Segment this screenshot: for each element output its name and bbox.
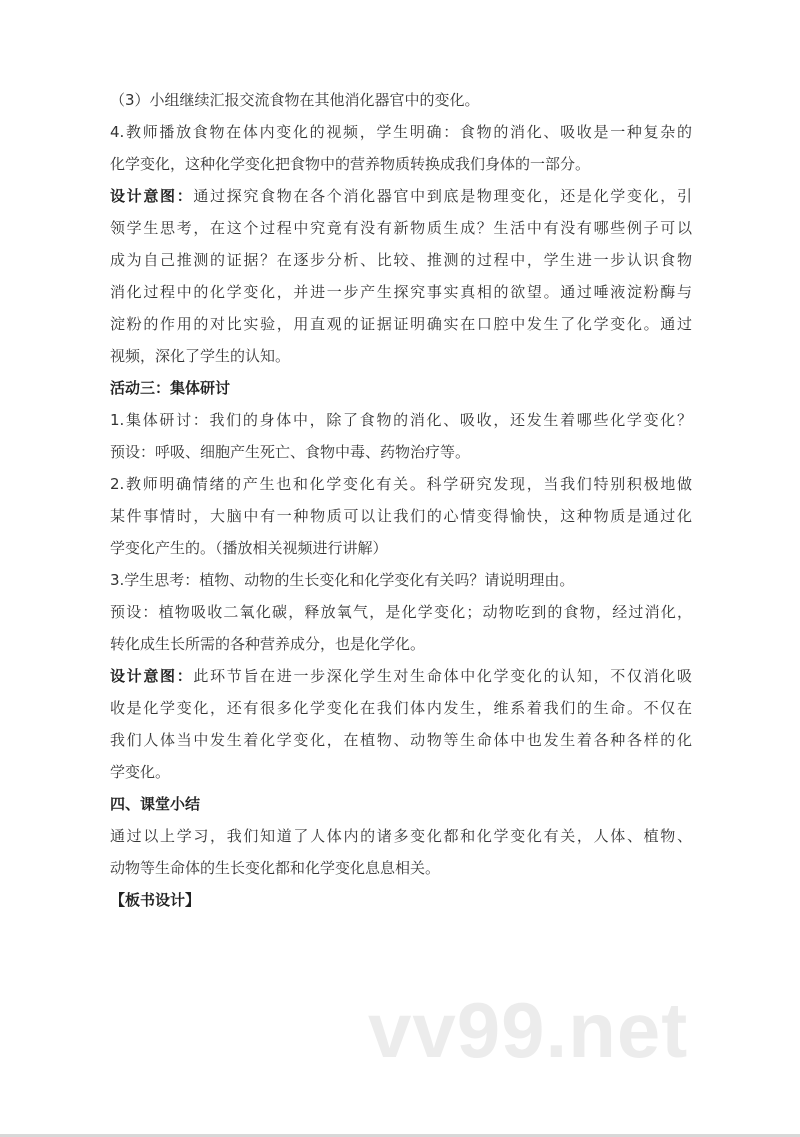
text-line <box>110 436 692 468</box>
line-text: 动物等生命体的生长变化都和化学变化息息相关。 <box>110 859 441 877</box>
line-text: 2.教师明确情绪的产生也和化学变化有关。科学研究发现，当我们特别积极地做 <box>110 475 692 493</box>
text-line <box>110 308 692 340</box>
bold-label: 四、课堂小结 <box>110 795 201 813</box>
line-text: 此环节旨在进一步深化学生对生命体中化学变化的认知，不仅消化吸 <box>193 667 692 685</box>
text-line <box>110 660 692 692</box>
text-line <box>110 596 692 628</box>
line-text: 某件事情时，大脑中有一种物质可以让我们的心情变得愉快，这种物质是通过化 <box>110 507 692 525</box>
text-line <box>110 212 692 244</box>
line-text: 预设：呼吸、细胞产生死亡、食物中毒、药物治疗等。 <box>110 443 471 461</box>
text-line <box>110 628 692 660</box>
text-line <box>110 532 692 564</box>
text-line <box>110 148 692 180</box>
line-text: （3）小组继续汇报交流食物在其他消化器官中的变化。 <box>110 91 480 109</box>
line-text: 成为自己推测的证据？在逐步分析、比较、推测的过程中，学生进一步认识食物 <box>110 251 692 269</box>
line-text: 4.教师播放食物在体内变化的视频，学生明确：食物的消化、吸收是一种复杂的 <box>110 123 692 141</box>
line-text: 转化成生长所需的各种营养成分，也是化学化。 <box>110 635 426 653</box>
text-line <box>110 756 692 788</box>
line-text: 我们人体当中发生着化学变化，在植物、动物等生命体中也发生着各种各样的化 <box>110 731 692 749</box>
line-text: 预设：植物吸收二氧化碳，释放氧气，是化学变化；动物吃到的食物，经过消化， <box>110 603 692 621</box>
text-line <box>110 852 692 884</box>
section-heading <box>110 788 692 820</box>
text-line <box>110 244 692 276</box>
text-line <box>110 564 692 596</box>
text-line <box>110 820 692 852</box>
line-text: 化学变化，这种化学变化把食物中的营养物质转换成我们身体的一部分。 <box>110 155 591 173</box>
line-text: 消化过程中的化学变化，并进一步产生探究事实真相的欲望。通过唾液淀粉酶与 <box>110 283 692 301</box>
line-text: 学变化。 <box>110 763 171 781</box>
text-line <box>110 340 692 372</box>
line-text: 3.学生思考：植物、动物的生长变化和化学变化有关吗？请说明理由。 <box>110 571 575 589</box>
line-text: 1.集体研讨：我们的身体中，除了食物的消化、吸收，还发生着哪些化学变化？ <box>110 411 692 429</box>
text-line <box>110 500 692 532</box>
text-line <box>110 724 692 756</box>
text-line <box>110 468 692 500</box>
text-line <box>110 276 692 308</box>
document-body <box>110 84 692 916</box>
section-heading <box>110 884 692 916</box>
bold-label: 设计意图： <box>110 667 194 685</box>
text-line <box>110 116 692 148</box>
text-line <box>110 180 692 212</box>
line-text: 领学生思考，在这个过程中究竟有没有新物质生成？生活中有没有哪些例子可以 <box>110 219 692 237</box>
text-line <box>110 692 692 724</box>
line-text: 通过探究食物在各个消化器官中到底是物理变化，还是化学变化，引 <box>193 187 692 205</box>
line-text: 淀粉的作用的对比实验，用直观的证据证明确实在口腔中发生了化学变化。通过 <box>110 315 692 333</box>
text-line <box>110 404 692 436</box>
line-text: 通过以上学习，我们知道了人体内的诸多变化都和化学变化有关，人体、植物、 <box>110 827 692 845</box>
watermark: vv99.net <box>368 986 689 1074</box>
bold-label: 设计意图： <box>110 187 194 205</box>
text-line <box>110 84 692 116</box>
bold-label: 活动三：集体研讨 <box>110 379 231 397</box>
line-text: 收是化学变化，还有很多化学变化在我们体内发生，维系着我们的生命。不仅在 <box>110 699 692 717</box>
bold-label: 【板书设计】 <box>110 891 201 909</box>
line-text: 视频，深化了学生的认知。 <box>110 347 291 365</box>
section-heading <box>110 372 692 404</box>
line-text: 学变化产生的。（播放相关视频进行讲解） <box>110 539 388 557</box>
